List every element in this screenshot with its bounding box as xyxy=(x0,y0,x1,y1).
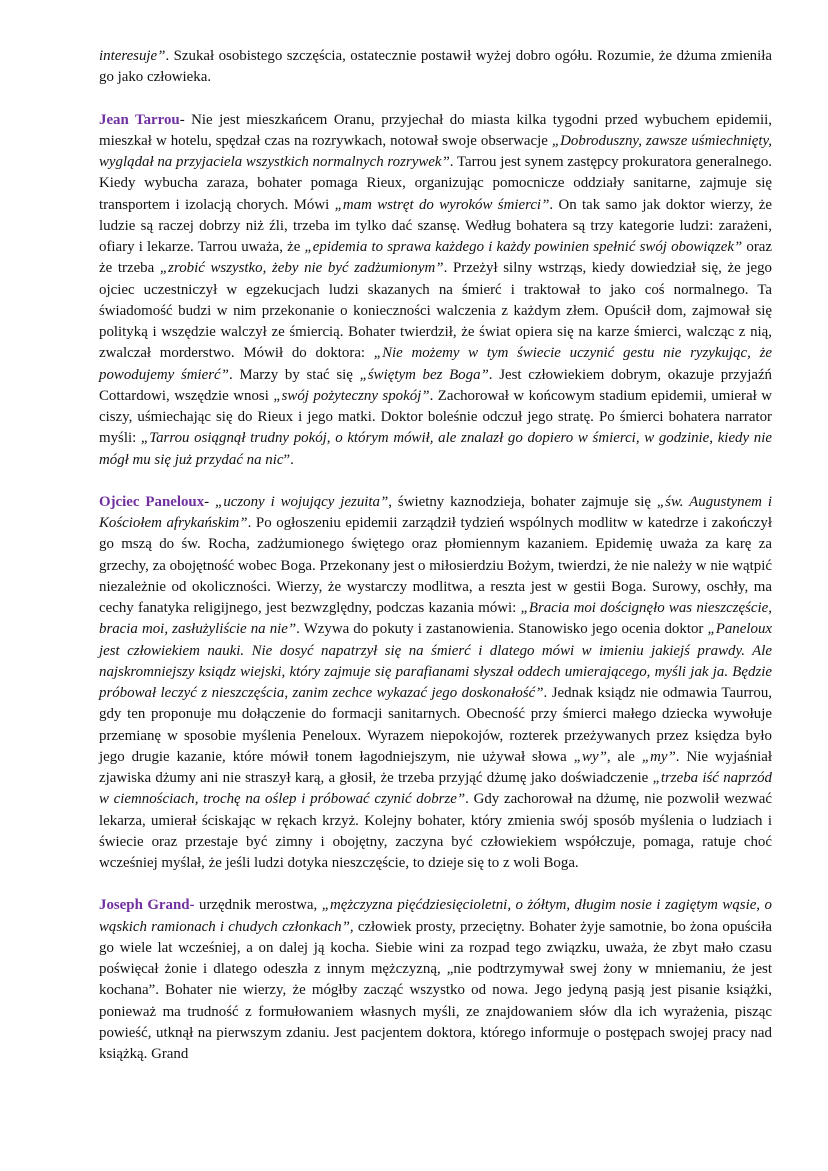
quote: „świętym bez Boga” xyxy=(359,366,489,383)
quote: interesuje” xyxy=(99,48,166,64)
character-name-tarrou: Jean Tarrou xyxy=(99,111,180,128)
text: . Gdy zachorował na dżumę, nie pozwolił wezwać lekarza, umierał ściskając w rękach krzyż. Kolejny bohater, który zmienia swój sposób myślenia o ludziach i świecie oraz przestaje być zimny i obojętny, zaczyna być człowiekiem współczuje, pomaga, ratuje choć wcześniej myślał, że jeśli ludzi dotyka nieszczęście, to dzieje się to z woli Boga. xyxy=(99,791,772,871)
quote: „św. Augustynem i Kościołem afrykańskim” xyxy=(99,493,772,531)
text: . Wzywa do pokuty i zastanowienia. Stanowisko jego ocenia doktor xyxy=(296,621,708,638)
text: - xyxy=(204,493,216,510)
text: . On tak samo jak doktor wierzy, że ludzie są raczej dobrzy niż źli, trzeba im tylko dać szansę. Według bohatera są trzy kategorie ludzi: zarażeni, ofiary i lekarze. Tarrou uważa, że xyxy=(99,196,772,255)
quote: „Dobroduszny, zawsze uśmiechnięty, wyglądał na przyjaciela wszystkich normalnych rozrywek” xyxy=(99,132,772,170)
text: . Tarrou jest synem zastępcy prokuratora generalnego. Kiedy wybucha zaraza, bohater pomaga Rieux, organizując pomocnicze oddziały sanitarne, zajmuje się transportem i izolacją chorych. Mówi xyxy=(99,154,772,213)
character-name-grand: Joseph Grand- xyxy=(99,897,195,914)
quote: „uczony i wojujący jezuita” xyxy=(215,493,389,510)
text: . Szukał osobistego szczęścia, ostatecznie postawił wyżej dobro ogółu. Rozumie, że dżuma zmieniła go jako człowieka. xyxy=(99,48,772,86)
text: , człowiek prosty, przeciętny. Bohater żyje samotnie, bo żona opuściła go wiele lat wcześniej, a on dalej ją kocha. Siebie wini za rozpad tego związku, uważa, że zbyt mało czasu poświęcał żonie i dlatego odeszła z innym mężczyzną, „nie podtrzymywał swej żony w mniemaniu, że jest kochana”. Bohater nie wierzy, że mógłby zacząć wszystko od nowa. Jego jedyną pasją jest pisanie książki, ponieważ ma trudność z formułowaniem własnych myśli, ze znajdowaniem słów dla ich wyrażenia, pisząc powieść, utknął na pierwszym zdaniu. Jest pacjentem doktora, którego informuje o postępach swojej pracy nad książką. Grand xyxy=(99,918,772,1062)
text: oraz że trzeba xyxy=(99,239,772,277)
quote: „zrobić wszystko, żeby nie być zadżumionym” xyxy=(159,260,444,277)
quote: „Nie możemy w tym świecie uczynić gestu nie ryzykując, że powodujemy śmierć” xyxy=(99,345,772,383)
text: urzędnik merostwa, xyxy=(194,897,322,914)
text: . Nie wyjaśniał zjawiska dżumy ani nie straszył karą, a głosił, że trzeba przyjąć dżumę jako doświadczenie xyxy=(99,748,772,786)
text: . Marzy by stać się xyxy=(228,366,360,383)
text: . Po ogłoszeniu epidemii zarządził tydzień wspólnych modlitw w katedrze i zakończył go mszą do św. Rocha, zadżumionego świętego oraz płomiennym kazaniem. Epidemię uważa za karę za grzechy, za obojętność wobec Boga. Przekonany jest o miłosierdziu Bożym, twierdzi, że nie należy w nie wątpić niezależnie od okoliczności. Wierzy, że wystarczy modlitwa, a reszta jest w gestii Boga. Surowy, oschły, ma cechy fanatyka religijnego, jest bezwzględny, podczas kazania mówi: xyxy=(99,515,772,616)
quote: „trzeba iść naprzód w ciemnościach, trochę na oślep i próbować czynić dobrze” xyxy=(99,770,773,808)
quote: „my” xyxy=(641,748,676,765)
quote: „mam wstręt do wyroków śmierci” xyxy=(334,196,550,213)
quote: „Tarrou osiągnął trudny pokój, o którym mówił, ale znalazł go dopiero w śmierci, w godzinie, kiedy nie mógł mu się już przydać na nic xyxy=(99,430,772,468)
quote: „epidemia to sprawa każdego i każdy powinien spełnić swój obowiązek” xyxy=(304,239,743,255)
text: , świetny kaznodzieja, bohater zajmuje się xyxy=(388,493,657,510)
tarrou-paragraph xyxy=(99,110,772,471)
text: ”. xyxy=(283,451,294,468)
quote: „swój pożyteczny spokój” xyxy=(273,387,430,404)
text: . Jest człowiekiem dobrym, okazuje przyjaźń Cottardowi, wszędzie wnosi xyxy=(99,366,772,404)
text: - Nie jest mieszkańcem Oranu, przyjechał do miasta kilka tygodni przed wybuchem epidemii, mieszkał w hotelu, spędzał czas na rozrywkach, notował swoje obserwacje xyxy=(99,111,773,149)
text: . Jednak ksiądz nie odmawia Taurrou, gdy ten proponuje mu dołączenie do formacji sanitarnych. Obecność przy śmierci małego dziecka wywołuje przemianę w sposobie myślenia Peneloux. Wyrazem niepokojów, rozterek przeżywanych przez księdza było jego drugie kazanie, które mówił tonem łagodniejszym, nie używał słowa xyxy=(99,685,772,765)
quote: „Bracia moi doścignęło was nieszczęście, bracia moi, zasłużyliście na nie” xyxy=(99,600,772,638)
quote: „mężczyzna pięćdziesięcioletni, o żółtym, długim nosie i zagiętym wąsie, o wąskich ramionach i chudych członkach” xyxy=(99,897,772,935)
text: . Przeżył silny wstrząs, kiedy dowiedział się, że jego ojciec uczestniczył w egzekucjach ludzi skazanych na śmierć i traktował to jako coś normalnego. Ta świadomość budzi w nim przekonanie o konieczności walczenia z każdym złem. Opuścił dom, zajmował się polityką i wszędzie walczył ze śmiercią. Bohater twierdził, że świat opiera się na karze śmierci, walcząc z nią, zwalczał morderstwo. Mówił do doktora: xyxy=(99,260,773,362)
text: . Zachorował w końcowym stadium epidemii, umierał w ciszy, uśmiechając się do Rieux i jego matki. Doktor boleśnie odczuł jego stratę. Po śmierci bohatera narrator myśli: xyxy=(99,387,772,447)
character-name-paneloux: Ojciec Paneloux xyxy=(99,493,205,510)
grand-paragraph xyxy=(99,895,772,1065)
paneloux-paragraph xyxy=(99,492,772,875)
quote: „Paneloux jest człowiekiem nauki. Nie dosyć napatrzył się na śmierć i dlatego mówi w imieniu jakiejś prawdy. Ale najskromniejszy ksiądz wiejski, który zajmuje się parafianami słyszał oddech umierającego, myśli jak ja. Będzie próbował leczyć z nieszczęścia, zanim zechce wykazać jego doskonałość” xyxy=(99,621,772,701)
quote: „wy” xyxy=(573,748,607,765)
intro-paragraph xyxy=(99,46,772,89)
text: , ale xyxy=(606,748,642,765)
